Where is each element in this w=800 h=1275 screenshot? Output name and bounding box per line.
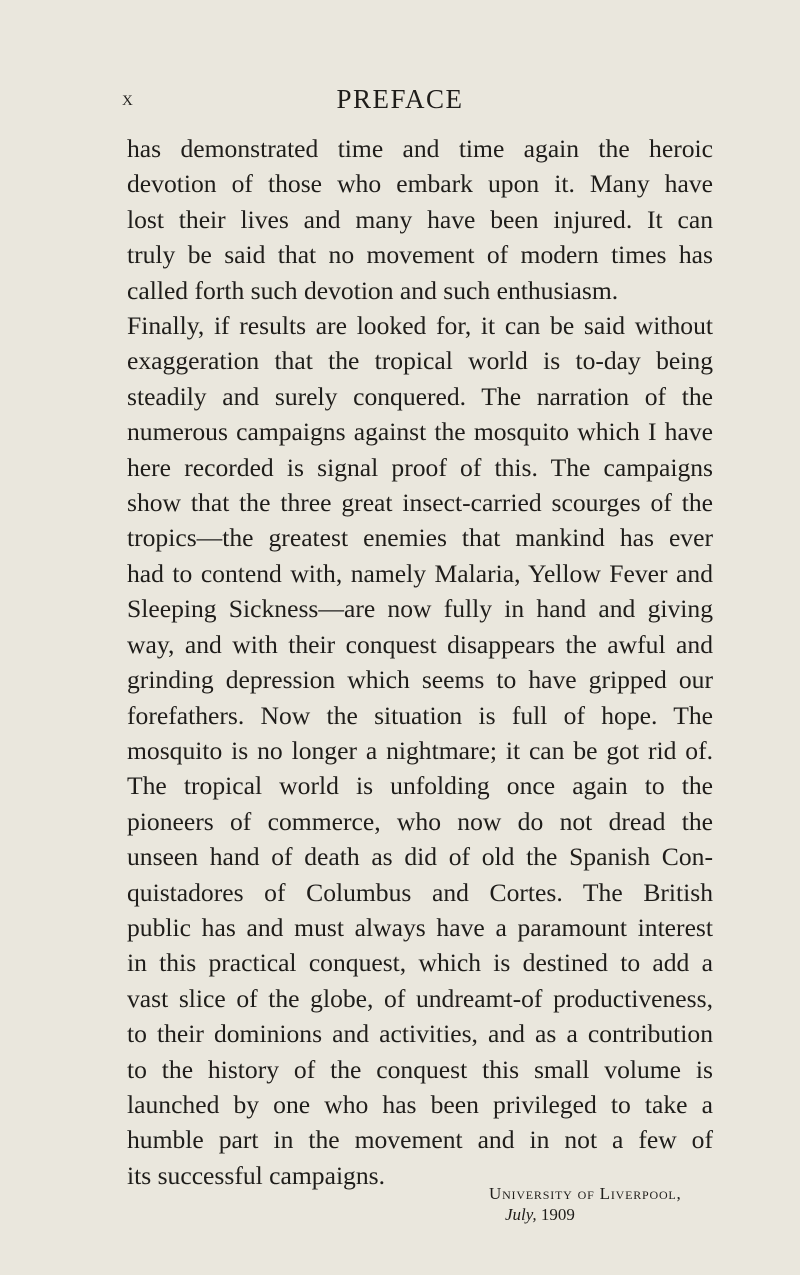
text-line: lost their lives and many have been injured. It can: [127, 204, 713, 234]
text-line: Sleeping Sickness—are now fully in hand and giving: [127, 594, 713, 624]
signature-block: [489, 1183, 729, 1225]
text-line: humble part in the movement and in not a few of: [127, 1125, 713, 1155]
text-line: its successful campaigns.: [127, 1160, 386, 1190]
text-line: tropics—the greatest enemies that mankind has ever: [127, 523, 713, 553]
text-line: launched by one who has been privileged to take a: [127, 1089, 713, 1119]
text-line: quistadores of Columbus and Cortes. The British: [127, 877, 713, 907]
text-line: mosquito is no longer a nightmare; it can be got rid of.: [127, 735, 713, 765]
text-line: forefathers. Now the situation is full of hope. The: [127, 700, 713, 730]
text-line: show that the three great insect-carried scourges of the: [127, 488, 713, 518]
text-line: steadily and surely conquered. The narration of the: [127, 381, 713, 411]
page-number: x: [122, 86, 134, 110]
text-line: Finally, if results are looked for, it can be said without: [127, 311, 713, 341]
text-line: unseen hand of death as did of old the Spanish Con-: [127, 842, 713, 872]
signature-date: [489, 1205, 729, 1225]
text-line: has demonstrated time and time again the heroic: [127, 134, 713, 163]
text-line: to the history of the conquest this small volume is: [127, 1054, 713, 1084]
text-line: had to contend with, namely Malaria, Yellow Fever and: [127, 558, 713, 588]
text-line: grinding depression which seems to have gripped our: [127, 665, 713, 695]
text-line: to their dominions and activities, and as a contribution: [127, 1019, 713, 1049]
signature-year: 1909: [540, 1205, 575, 1224]
text-line: pioneers of commerce, who now do not dread the: [127, 806, 713, 836]
text-line: The tropical world is unfolding once again to the: [127, 771, 713, 801]
text-line: public has and must always have a paramount interest: [127, 912, 713, 942]
running-head: [0, 84, 800, 124]
signature-institution: University of Liverpool,: [489, 1184, 682, 1203]
text-line: called forth such devotion and such enthusiasm.: [127, 275, 619, 305]
text-line: truly be said that no movement of modern times has: [127, 240, 713, 270]
text-line: in this practical conquest, which is destined to add a: [127, 948, 713, 978]
text-line: vast slice of the globe, of undreamt-of productiveness,: [127, 983, 713, 1013]
preface-text: [127, 131, 713, 1193]
text-line: way, and with their conquest disappears the awful and: [127, 629, 713, 659]
text-line: numerous campaigns against the mosquito which I have: [127, 417, 713, 447]
text-line: exaggeration that the tropical world is to-day being: [127, 346, 713, 376]
signature-month: July,: [505, 1205, 537, 1224]
page-title: PREFACE: [336, 84, 464, 114]
text-line: devotion of those who embark upon it. Many have: [127, 169, 713, 199]
text-line: here recorded is signal proof of this. The campaigns: [127, 452, 713, 482]
